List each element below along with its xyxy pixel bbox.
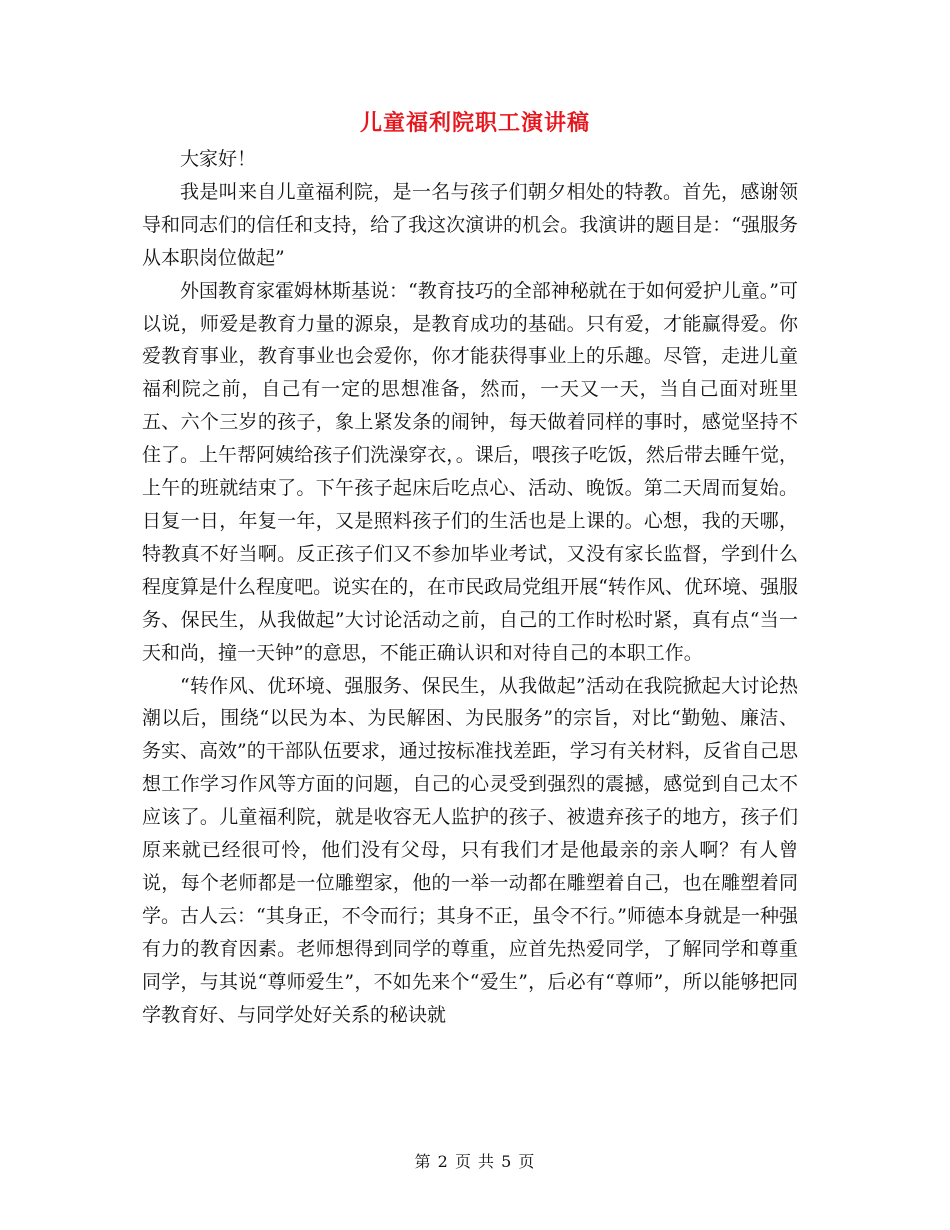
greeting-paragraph: 大家好！ [180, 148, 257, 170]
page-number-footer: 第 2 页 共 5 页 [414, 1152, 536, 1171]
body-paragraph: 外国教育家霍姆林斯基说：“教育技巧的全部神秘就在于如何爱护儿童。”可以说，师爱是教育力量的源泉，是教育成功的基础。只有爱，才能赢得爱。你爱教育事业，教育事业也会爱你，你才能获得事业上的乐趣。尽管，走进儿童福利院之前，自己有一定的思想准备，然而，一天又一天，当自己面对班里五、六个三岁的孩子，象上紧发条的闹钟，每天做着同样的事时，感觉坚持不住了。上午帮阿姨给孩子们洗澡穿衣，。课后，喂孩子吃饭，然后带去睡午觉，上午的班就结束了。下午孩子起床后吃点心、活动、晚饭。第二天周而复始。日复一日，年复一年，又是照料孩子们的生活也是上课的。心想，我的天哪，特教真不好当啊。反正孩子们又不参加毕业考试，又没有家长监督，学到什么程度算是什么程度吧。说实在的，在市民政局党组开展“转作风、优环境、强服务、保民生，从我做起”大讨论活动之前，自己的工作时松时紧，真有点“当一天和尚，撞一天钟”的意思，不能正确认识和对待自己的本职工作。 [142, 279, 798, 664]
body-paragraph: “转作风、优环境、强服务、保民生，从我做起”活动在我院掀起大讨论热潮以后，围绕“以民为本、为民解困、为民服务”的宗旨，对比“勤勉、廉洁、务实、高效”的干部队伍要求，通过按标准找差距，学习有关材料，反省自己思想工作学习作风等方面的问题，自己的心灵受到强烈的震撼，感觉到自己太不应该了。儿童福利院，就是收容无人监护的孩子、被遗弃孩子的地方，孩子们原来就已经很可怜，他们没有父母，只有我们才是他最亲的亲人啊？有人曾说，每个老师都是一位雕塑家，他的一举一动都在雕塑着自己，也在雕塑着同学。古人云：“其身正，不令而行；其身不正，虽令不行。”师德本身就是一种强有力的教育因素。老师想得到同学的尊重，应首先热爱同学，了解同学和尊重同学，与其说“尊师爱生”，不如先来个“爱生”，后必有“尊师”，所以能够把同学教育好、与同学处好关系的秘诀就 [142, 674, 798, 1026]
document-body [142, 143, 798, 1031]
document-title: 儿童福利院职工演讲稿 [359, 111, 590, 136]
intro-paragraph: 我是叫来自儿童福利院，是一名与孩子们朝夕相处的特教。首先，感谢领导和同志们的信任和支持，给了我这次演讲的机会。我演讲的题目是：“强服务从本职岗位做起” [142, 180, 798, 269]
